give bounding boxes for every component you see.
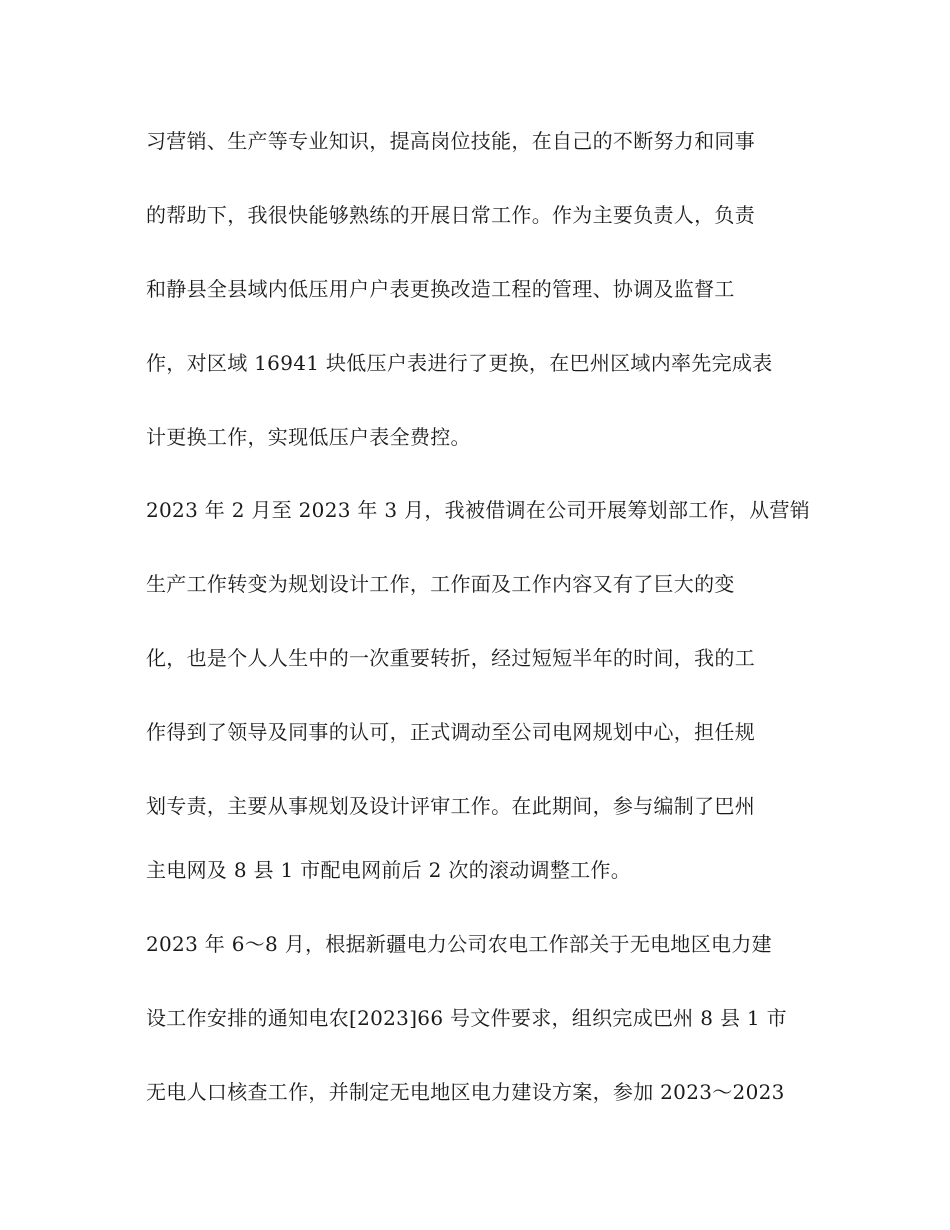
text-line: 化，也是个人人生中的一次重要转折，经过短短半年的时间，我的工 <box>146 646 755 670</box>
text-line: 2023 年 6～8 月，根据新疆电力公司农电工作部关于无电地区电力建 <box>146 932 772 956</box>
text-line: 和静县全县域内低压用户户表更换改造工程的管理、协调及监督工 <box>146 277 735 301</box>
text-line: 2023 年 2 月至 2023 年 3 月，我被借调在公司开展筹划部工作，从营销 <box>146 498 811 522</box>
text-line: 作得到了领导及同事的认可，正式调动至公司电网规划中心，担任规 <box>146 720 755 744</box>
text-line: 习营销、生产等专业知识，提高岗位技能，在自己的不断努力和同事 <box>146 129 755 153</box>
text-line: 作，对区域 16941 块低压户表进行了更换，在巴州区域内率先完成表 <box>146 351 773 375</box>
text-line: 的帮助下，我很快能够熟练的开展日常工作。作为主要负责人，负责 <box>146 203 755 227</box>
text-line: 主电网及 8 县 1 市配电网前后 2 次的滚动调整工作。 <box>146 858 632 882</box>
text-line: 计更换工作，实现低压户表全费控。 <box>146 425 471 449</box>
text-line: 划专责，主要从事规划及设计评审工作。在此期间，参与编制了巴州 <box>146 794 755 818</box>
text-line: 无电人口核查工作，并制定无电地区电力建设方案，参加 2023～2023 <box>146 1080 785 1104</box>
text-line: 设工作安排的通知电农[2023]66 号文件要求，组织完成巴州 8 县 1 市 <box>146 1006 787 1030</box>
text-line: 生产工作转变为规划设计工作，工作面及工作内容又有了巨大的变 <box>146 572 735 596</box>
